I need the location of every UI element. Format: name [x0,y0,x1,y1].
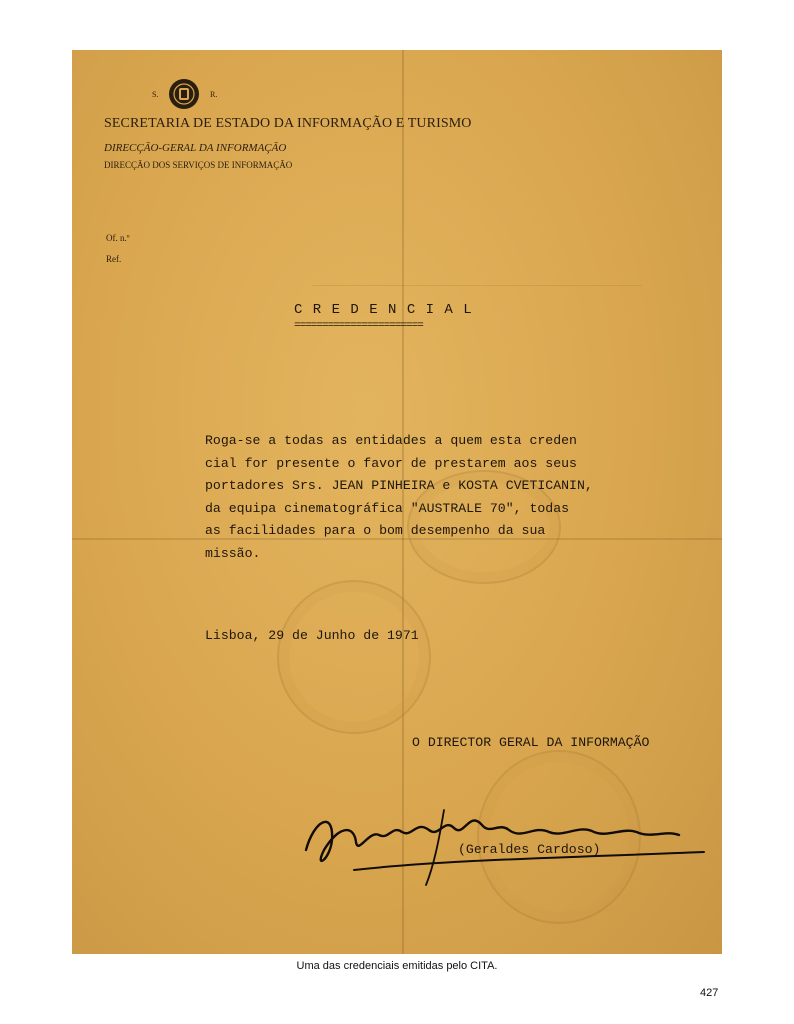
body-text [205,430,675,565]
signatory-name: (Geraldes Cardoso) [458,842,601,857]
embossed-seal [277,580,431,734]
body-line: da equipa cinematográfica "AUSTRALE 70", todas [205,500,570,516]
signatory-title: O DIRECTOR GERAL DA INFORMAÇÃO [412,735,650,750]
header-ministry: SECRETARIA DE ESTADO DA INFORMAÇÃO E TURISMO [104,116,472,131]
handwritten-signature [294,780,714,890]
office-number-label: Of. n.º [106,233,130,243]
body-line: as facilidades para o bom desempenho da sua [205,523,546,538]
paper-crease [312,285,642,286]
body-line: missão. [205,545,261,561]
body-line: cial for presente o favor de prestarem aos seus [205,455,577,471]
figure-caption: Uma das credenciais emitidas pelo CITA. [296,960,498,972]
body-line: portadores Srs. JEAN PINHEIRA e KOSTA CVETICANIN, [205,478,593,493]
place-date: Lisboa, 29 de Junho de 1971 [205,628,419,643]
header-directorate: DIRECÇÃO-GERAL DA INFORMAÇÃO [104,142,287,154]
sr-left-label: S. [152,90,159,99]
sr-right-label: R. [210,90,218,99]
title-underline: ======================= [294,320,423,332]
document-title: C R E D E N C I A L [294,302,473,318]
page-number: 427 [700,987,719,999]
header-service: DIRECÇÃO DOS SERVIÇOS DE INFORMAÇÃO [104,160,293,170]
coat-of-arms-icon [168,78,200,110]
credential-scan [72,50,722,954]
reference-label: Ref. [106,254,122,264]
body-line: Roga-se a todas as entidades a quem esta creden [205,433,577,448]
